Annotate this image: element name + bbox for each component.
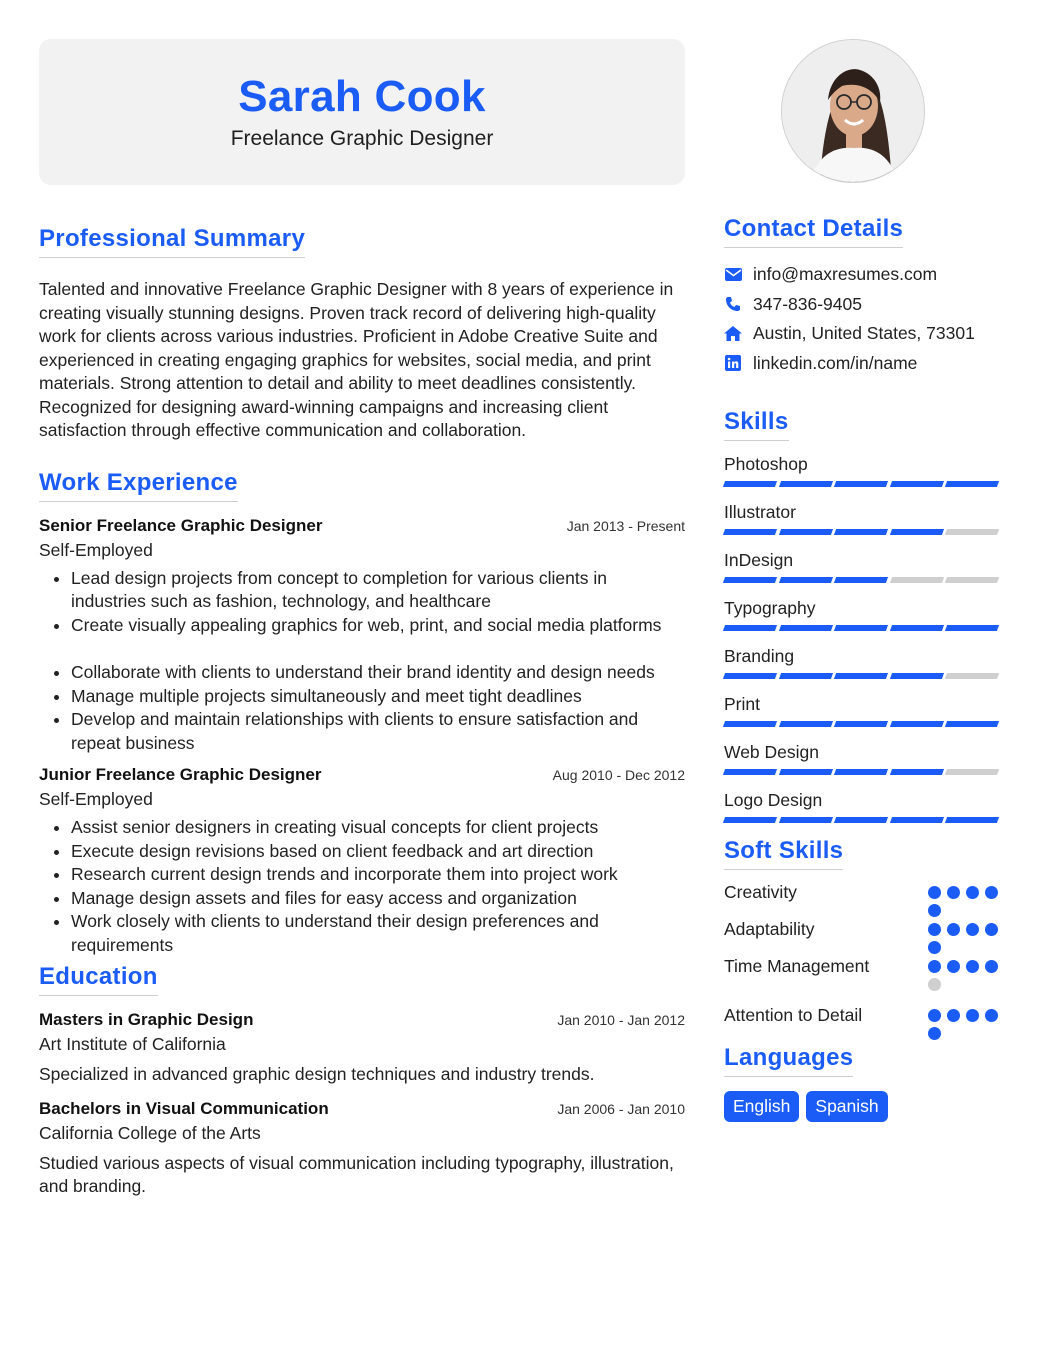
skill-level-segment <box>723 577 777 583</box>
candidate-name: Sarah Cook <box>238 72 486 121</box>
soft-skills-section <box>724 837 1004 1040</box>
home-icon <box>724 325 742 343</box>
skill-level-segment <box>889 529 943 535</box>
email-text: info@maxresumes.com <box>753 264 938 285</box>
experience-section <box>39 469 685 958</box>
sidebar-column <box>724 39 1004 1122</box>
skill-item <box>724 549 1004 583</box>
skill-level-segment <box>889 577 943 583</box>
skill-name: InDesign <box>724 550 794 570</box>
skill-item <box>724 453 1004 487</box>
skill-level-bars <box>724 577 1004 583</box>
phone-icon <box>724 295 742 313</box>
skill-level-segment <box>945 769 999 775</box>
skill-level-bars <box>724 721 1004 727</box>
job-entry <box>39 765 685 957</box>
soft-skill-level-dot <box>985 923 998 936</box>
soft-skill-level-dot <box>947 1009 960 1022</box>
job-bullet: • Assist senior designers in creating visual concepts for client projects <box>71 816 685 840</box>
education-date: Jan 2010 - Jan 2012 <box>557 1012 685 1028</box>
skill-level-segment <box>723 529 777 535</box>
school-name: California College of the Arts <box>39 1122 261 1143</box>
degree-title: Masters in Graphic Design <box>39 1010 254 1029</box>
skill-level-segment <box>723 721 777 727</box>
soft-skill-level-dots <box>928 1005 1004 1040</box>
skills-heading: Skills <box>724 408 789 441</box>
skill-item <box>724 645 1004 679</box>
skill-level-segment <box>834 673 888 679</box>
skill-level-segment <box>723 481 777 487</box>
job-date: Jan 2013 - Present <box>566 517 685 534</box>
summary-text: Talented and innovative Freelance Graphic Designer with 8 years of experience in creating visually stunning designs. Proven track record of delivering high-quality work for clients across various industries. Proficient in Adobe Creative Suite and experienced in creating engaging graphics for websites, social media, and print materials. Strong attention to detail and ability to meet deadlines consistently. Recognized for designing award-winning campaigns and increasing client satisfaction through effective communication and collaboration. <box>39 279 674 440</box>
job-bullet: • Manage multiple projects simultaneously and meet tight deadlines <box>71 685 685 709</box>
skill-name: Print <box>724 694 760 714</box>
soft-skill-name: Attention to Detail <box>724 1005 863 1025</box>
skill-level-segment <box>778 529 832 535</box>
skill-level-segment <box>778 721 832 727</box>
job-bullet: • Execute design revisions based on client feedback and art direction <box>71 840 685 864</box>
skill-item <box>724 789 1004 823</box>
skill-name: Photoshop <box>724 454 808 474</box>
job-org: Self-Employed <box>39 789 153 809</box>
soft-skill-level-dot <box>966 1009 979 1022</box>
skill-name: Web Design <box>724 742 820 762</box>
skill-level-bars <box>724 625 1004 631</box>
education-description: Studied various aspects of visual communication including typography, illustration, and branding. <box>39 1152 674 1196</box>
summary-section <box>39 225 685 443</box>
skill-name: Typography <box>724 598 816 618</box>
soft-skill-level-dots <box>928 882 1004 917</box>
main-column <box>39 39 685 1199</box>
job-entry <box>39 516 685 756</box>
skill-level-bars <box>724 673 1004 679</box>
job-date: Aug 2010 - Dec 2012 <box>552 767 685 783</box>
job-bullet: • Research current design trends and incorporate them into project work <box>71 863 685 887</box>
skill-level-segment <box>889 769 943 775</box>
skill-level-segment <box>778 625 832 631</box>
skill-level-segment <box>834 721 888 727</box>
school-name: Art Institute of California <box>39 1034 226 1054</box>
job-bullets <box>39 816 685 957</box>
job-bullet: • Work closely with clients to understand their design preferences and requirements <box>71 910 685 957</box>
contact-heading: Contact Details <box>724 215 903 248</box>
education-entry <box>39 1099 685 1199</box>
soft-skill-level-dot <box>985 886 998 899</box>
skill-level-bars <box>724 481 1004 487</box>
soft-skills-list <box>724 882 1004 1040</box>
contact-linkedin[interactable] <box>724 349 1004 379</box>
skill-level-segment <box>945 817 999 823</box>
contact-section <box>724 215 1004 378</box>
soft-skill-item <box>724 956 1004 991</box>
phone-text: 347-836-9405 <box>753 293 862 314</box>
skill-level-segment <box>834 529 888 535</box>
skill-level-segment <box>834 817 888 823</box>
job-bullet: • Collaborate with clients to understand their brand identity and design needs <box>71 661 685 685</box>
skill-level-segment <box>945 625 999 631</box>
soft-skill-level-dot <box>947 923 960 936</box>
skill-level-segment <box>945 673 999 679</box>
skill-level-segment <box>723 625 777 631</box>
skill-level-segment <box>778 673 832 679</box>
soft-skill-level-dots <box>928 919 1004 954</box>
profile-photo <box>781 39 925 183</box>
skill-level-bars <box>724 817 1004 823</box>
skill-name: Logo Design <box>724 790 823 810</box>
soft-skill-level-dot <box>947 960 960 973</box>
skill-level-segment <box>834 769 888 775</box>
soft-skills-heading: Soft Skills <box>724 837 843 870</box>
languages-list <box>724 1091 1004 1122</box>
soft-skill-level-dot <box>966 923 979 936</box>
experience-heading: Work Experience <box>39 469 238 502</box>
education-date: Jan 2006 - Jan 2010 <box>557 1100 685 1117</box>
skill-level-bars <box>724 769 1004 775</box>
header <box>39 39 685 185</box>
skills-list <box>724 453 1004 823</box>
education-section <box>39 963 685 1199</box>
language-badge: Spanish <box>806 1091 887 1122</box>
skill-level-segment <box>889 673 943 679</box>
education-entry <box>39 1010 685 1087</box>
soft-skill-level-dot <box>928 904 941 917</box>
soft-skill-level-dot <box>928 941 941 954</box>
contact-email[interactable] <box>724 260 1004 290</box>
skill-level-segment <box>834 577 888 583</box>
job-bullets <box>39 567 685 756</box>
skill-name: Branding <box>724 646 795 666</box>
linkedin-text: linkedin.com/in/name <box>753 352 918 373</box>
summary-heading: Professional Summary <box>39 225 305 258</box>
skill-item <box>724 741 1004 775</box>
skill-level-segment <box>834 625 888 631</box>
skill-level-segment <box>889 481 943 487</box>
soft-skill-level-dot <box>928 1009 941 1022</box>
education-heading: Education <box>39 963 158 996</box>
soft-skill-name: Time Management <box>724 956 870 976</box>
skill-level-segment <box>778 769 832 775</box>
skill-level-segment <box>945 529 999 535</box>
languages-section <box>724 1044 1004 1122</box>
job-org: Self-Employed <box>39 539 153 560</box>
degree-title: Bachelors in Visual Communication <box>39 1098 329 1118</box>
soft-skill-level-dot <box>928 960 941 973</box>
skill-item <box>724 597 1004 631</box>
contact-phone[interactable] <box>724 290 1004 320</box>
skill-level-segment <box>889 625 943 631</box>
job-bullet: • Lead design projects from concept to completion for various clients in industries such as fashion, technology, and healthcare <box>71 567 685 614</box>
skill-level-segment <box>945 577 999 583</box>
skill-level-segment <box>889 721 943 727</box>
job-title: Senior Freelance Graphic Designer <box>39 515 323 535</box>
soft-skill-level-dot <box>966 886 979 899</box>
soft-skill-name: Creativity <box>724 882 797 902</box>
envelope-icon <box>724 266 742 284</box>
soft-skill-level-dot <box>928 886 941 899</box>
soft-skill-level-dot <box>928 923 941 936</box>
contact-location <box>724 319 1004 349</box>
soft-skill-level-dot <box>928 1027 941 1040</box>
skill-level-bars <box>724 529 1004 535</box>
soft-skill-level-dot <box>947 886 960 899</box>
skill-level-segment <box>723 769 777 775</box>
skills-section <box>724 408 1004 823</box>
skill-level-segment <box>778 481 832 487</box>
soft-skill-level-dot <box>928 978 941 991</box>
skill-level-segment <box>945 481 999 487</box>
job-bullet: • Manage design assets and files for easy access and organization <box>71 887 685 911</box>
skill-level-segment <box>723 817 777 823</box>
language-badge: English <box>724 1091 799 1122</box>
soft-skill-item <box>724 1005 1004 1040</box>
soft-skill-level-dot <box>985 960 998 973</box>
skill-level-segment <box>778 577 832 583</box>
skill-level-segment <box>889 817 943 823</box>
soft-skill-level-dot <box>985 1009 998 1022</box>
soft-skill-name: Adaptability <box>724 919 815 939</box>
candidate-title: Freelance Graphic Designer <box>230 127 494 150</box>
skill-level-segment <box>945 721 999 727</box>
location-text: Austin, United States, 73301 <box>753 323 975 344</box>
skill-item <box>724 693 1004 727</box>
skill-level-segment <box>778 817 832 823</box>
soft-skill-item <box>724 882 1004 917</box>
soft-skill-item <box>724 919 1004 954</box>
skill-level-segment <box>723 673 777 679</box>
job-bullet: • Develop and maintain relationships with clients to ensure satisfaction and repeat business <box>71 708 685 755</box>
soft-skill-level-dots <box>928 956 1004 991</box>
soft-skill-level-dot <box>966 960 979 973</box>
skill-name: Illustrator <box>724 502 796 522</box>
linkedin-icon <box>724 354 742 372</box>
skill-item <box>724 501 1004 535</box>
job-title: Junior Freelance Graphic Designer <box>39 765 322 784</box>
languages-heading: Languages <box>724 1044 853 1077</box>
job-bullet: • Create visually appealing graphics for web, print, and social media platforms <box>71 614 685 638</box>
skill-level-segment <box>834 481 888 487</box>
education-description: Specialized in advanced graphic design techniques and industry trends. <box>39 1064 595 1084</box>
